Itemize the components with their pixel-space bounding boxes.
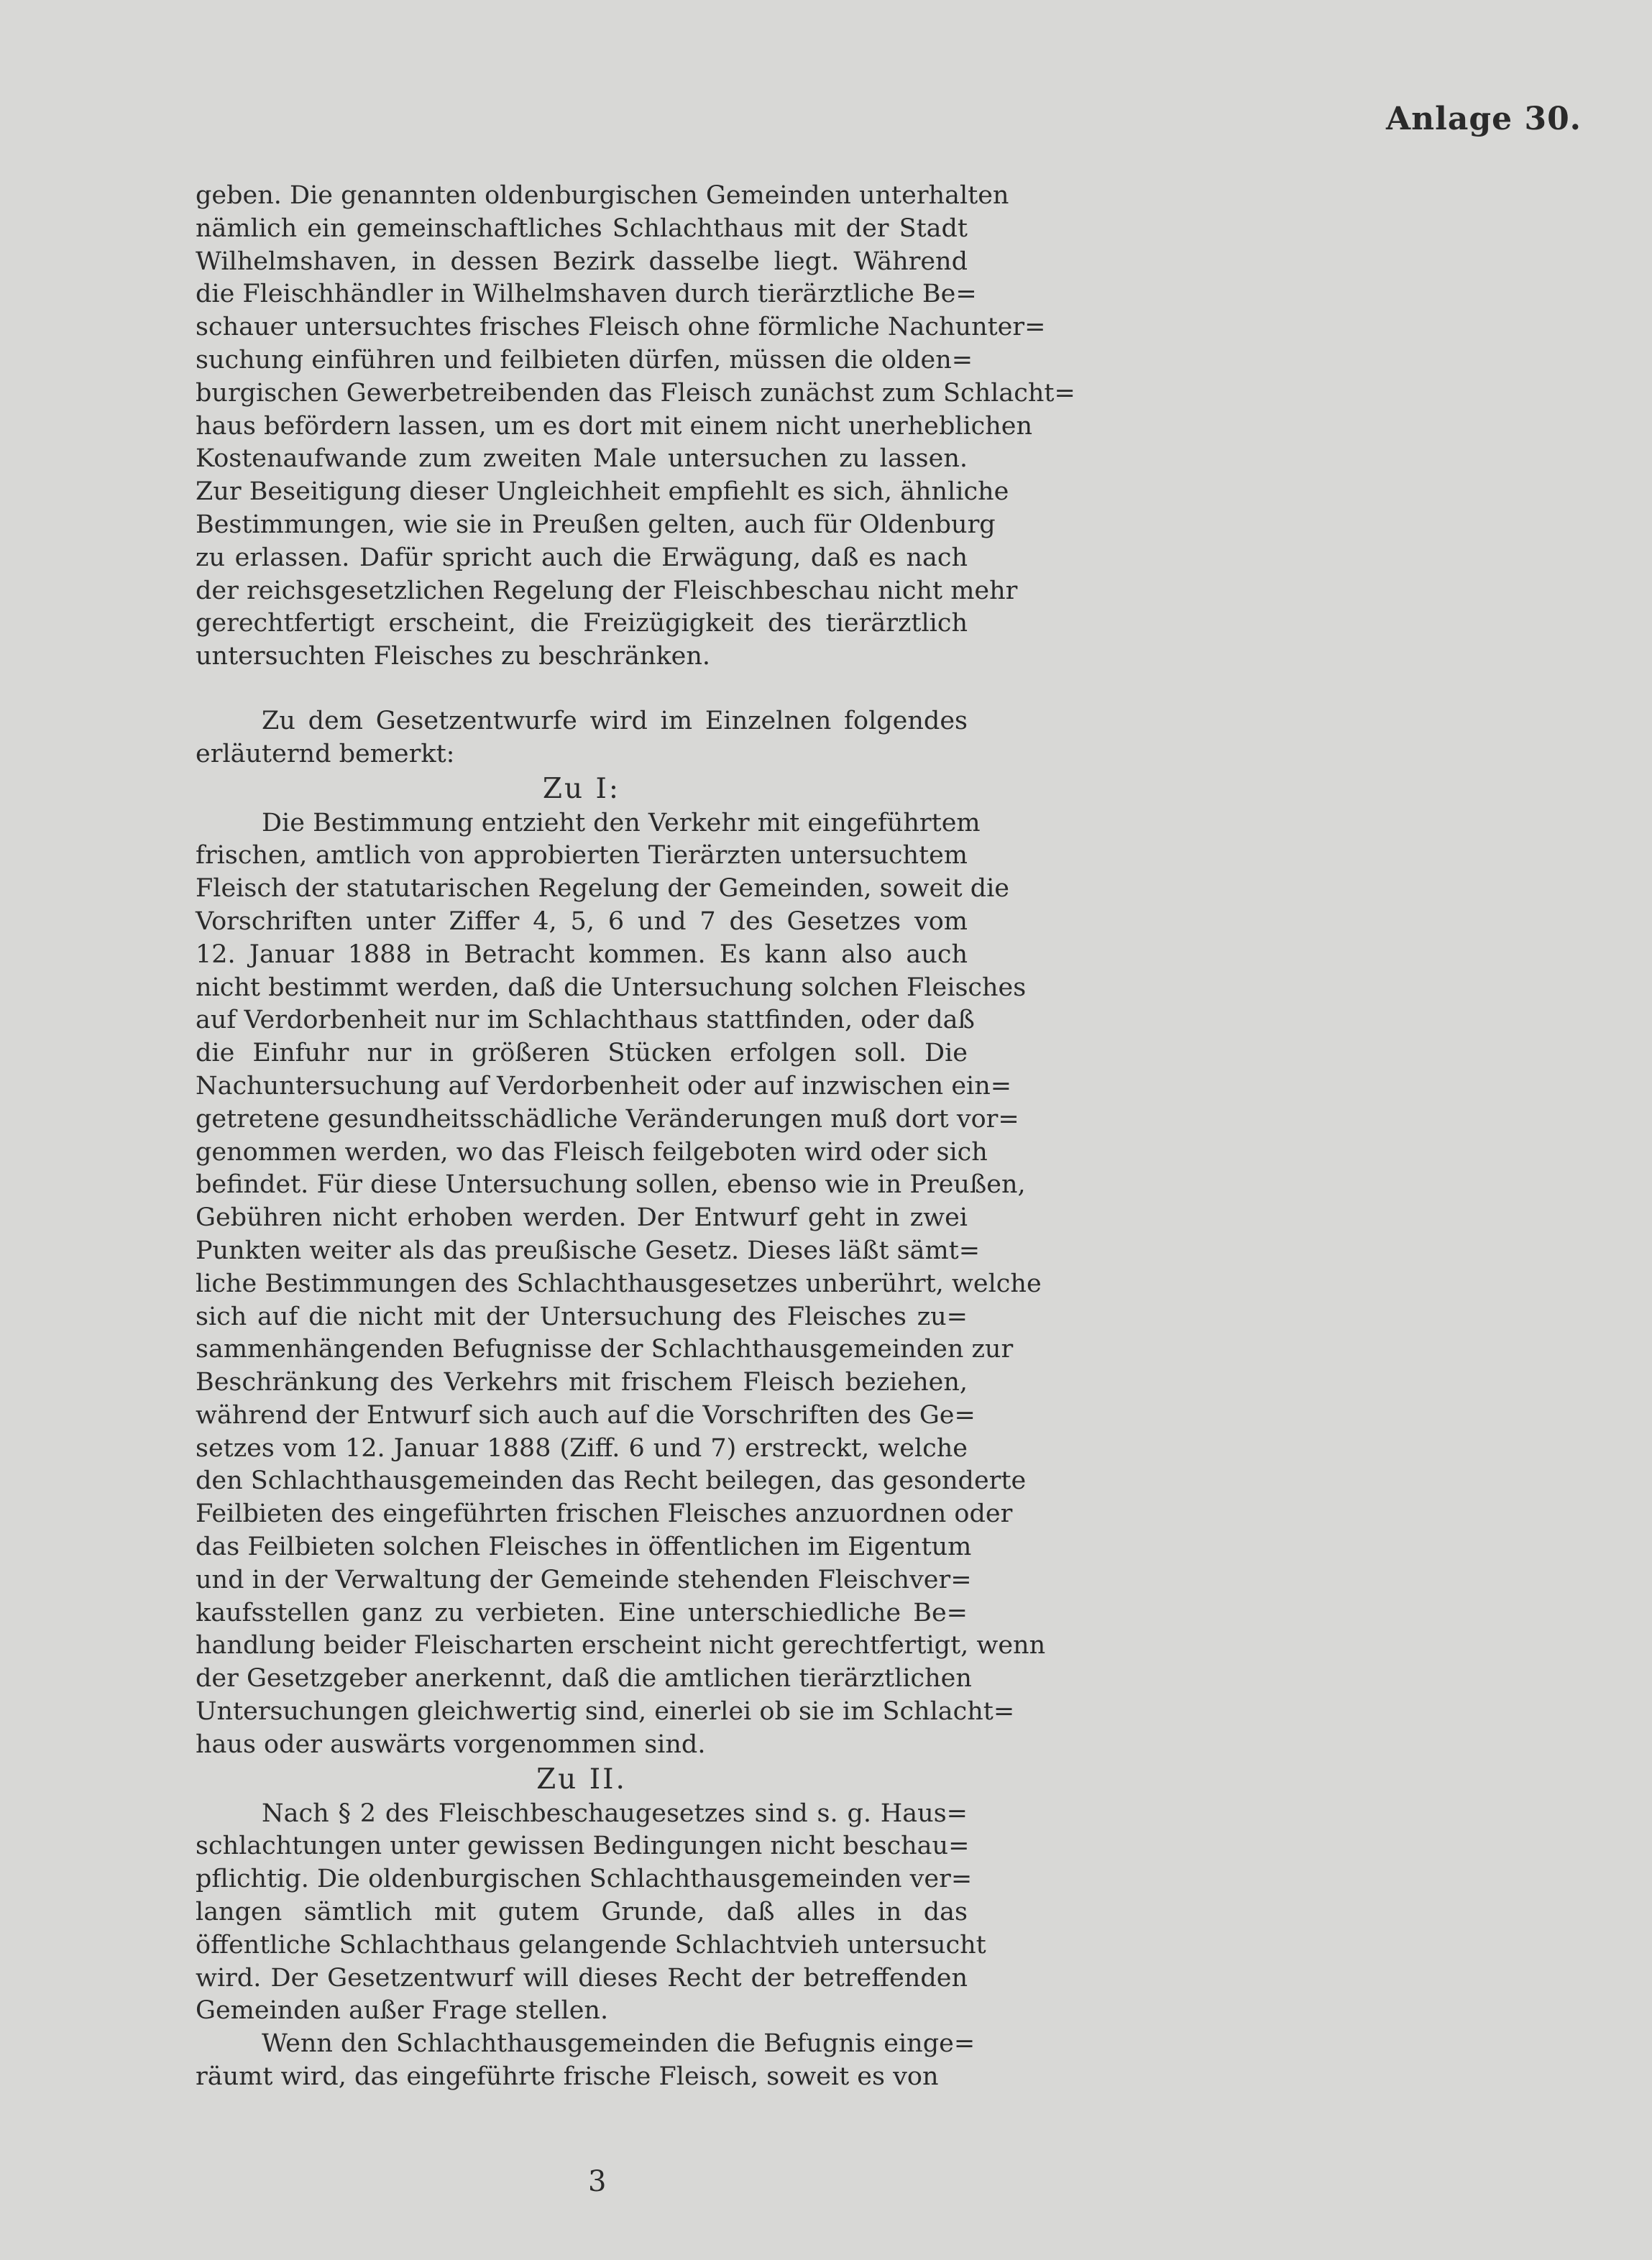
text-line: der reichsgesetzlichen Regelung der Fleischbeschau nicht mehr	[196, 576, 1018, 605]
text-line: 12. Januar 1888 in Betracht kommen. Es kann also auch	[196, 940, 968, 969]
text-line: das Feilbieten solchen Fleisches in öffentlichen im Eigentum	[196, 1533, 972, 1562]
text-line: burgischen Gewerbetreibenden das Fleisch zunächst zum Schlacht=	[196, 378, 1075, 408]
paragraph	[196, 705, 968, 771]
page-number: 3	[588, 2165, 607, 2198]
text-line: Wenn den Schlachthausgemeinden die Befugnis einge=	[262, 2029, 976, 2059]
text-line: Kostenaufwande zum zweiten Male untersuchen zu lassen.	[196, 444, 968, 474]
text-line: untersuchten Fleisches zu beschränken.	[196, 642, 711, 671]
text-line: während der Entwurf sich auch auf die Vorschriften des Ge=	[196, 1400, 976, 1430]
text-line: zu erlassen. Dafür spricht auch die Erwägung, daß es nach	[196, 543, 968, 572]
paragraph	[196, 807, 1046, 1762]
text-line: genommen werden, wo das Fleisch feilgeboten wird oder sich	[196, 1137, 988, 1167]
text-line: geben. Die genannten oldenburgischen Gemeinden unterhalten	[196, 181, 1009, 210]
text-line: Punkten weiter als das preußische Gesetz. Dieses läßt sämt=	[196, 1236, 981, 1265]
text-line: Nach § 2 des Fleischbeschaugesetzes sind s. g. Haus=	[262, 1799, 968, 1828]
section-heading: Zu II.	[536, 1763, 627, 1796]
text-line: Wilhelmshaven, in dessen Bezirk dasselbe liegt. Während	[196, 247, 968, 276]
text-line: liche Bestimmungen des Schlachthausgesetzes unberührt, welche	[196, 1269, 1042, 1298]
text-line: setzes vom 12. Januar 1888 (Ziff. 6 und 7) erstreckt, welche	[196, 1433, 968, 1463]
text-line: frischen, amtlich von approbierten Tierärzten untersuchtem	[196, 841, 968, 871]
text-line: den Schlachthausgemeinden das Recht beilegen, das gesonderte	[196, 1466, 1027, 1496]
paragraph	[196, 180, 1075, 674]
text-line: Beschränkung des Verkehrs mit frischem Fleisch beziehen,	[196, 1368, 968, 1397]
text-line: erläuternd bemerkt:	[196, 739, 455, 768]
paragraph	[196, 1798, 986, 2029]
text-line: Fleisch der statutarischen Regelung der Gemeinden, soweit die	[196, 874, 1010, 904]
text-line: Untersuchungen gleichwertig sind, einerlei ob sie im Schlacht=	[196, 1697, 1015, 1727]
text-line: getretene gesundheitsschädliche Veränderungen muß dort vor=	[196, 1104, 1019, 1134]
body-text	[196, 180, 1075, 2094]
text-line: Feilbieten des eingeführten frischen Fleisches anzuordnen oder	[196, 1499, 1013, 1529]
text-line: sich auf die nicht mit der Untersuchung des Fleisches zu=	[196, 1302, 968, 1331]
text-line: Zu dem Gesetzentwurfe wird im Einzelnen folgendes	[262, 706, 968, 735]
paragraph-gap	[196, 674, 968, 705]
text-line: pflichtig. Die oldenburgischen Schlachthausgemeinden ver=	[196, 1865, 973, 1894]
text-line: gerechtfertigt erscheint, die Freizügigkeit des tierärztlich	[196, 609, 968, 638]
text-line: Gebühren nicht erhoben werden. Der Entwurf geht in zwei	[196, 1203, 968, 1233]
text-line: Vorschriften unter Ziffer 4, 5, 6 und 7 des Gesetzes vom	[196, 906, 968, 936]
text-line: handlung beider Fleischarten erscheint nicht gerechtfertigt, wenn	[196, 1631, 1046, 1660]
section-heading: Zu I:	[542, 772, 621, 805]
text-line: Die Bestimmung entzieht den Verkehr mit eingeführtem	[262, 808, 981, 837]
text-line: der Gesetzgeber anerkennt, daß die amtlichen tierärztlichen	[196, 1664, 972, 1694]
text-line: wird. Der Gesetzentwurf will dieses Recht der betreffenden	[196, 1963, 968, 1993]
text-line: nämlich ein gemeinschaftliches Schlachthaus mit der Stadt	[196, 213, 968, 243]
text-line: sammenhängenden Befugnisse der Schlachthausgemeinden zur	[196, 1335, 1014, 1364]
text-line: nicht bestimmt werden, daß die Untersuchung solchen Fleisches	[196, 973, 1027, 1002]
paragraph	[196, 2028, 976, 2094]
text-line: öffentliche Schlachthaus gelangende Schlachtvieh untersucht	[196, 1930, 986, 1960]
text-line: haus befördern lassen, um es dort mit einem nicht unerheblichen	[196, 411, 1033, 441]
text-line: suchung einführen und feilbieten dürfen, müssen die olden=	[196, 345, 973, 375]
text-line: auf Verdorbenheit nur im Schlachthaus stattfinden, oder daß	[196, 1006, 975, 1035]
text-line: räumt wird, das eingeführte frische Fleisch, soweit es von	[196, 2062, 939, 2092]
page-header: Anlage 30.	[1386, 101, 1582, 137]
text-line: haus oder auswärts vorgenommen sind.	[196, 1730, 706, 1759]
text-line: Bestimmungen, wie sie in Preußen gelten, auch für Oldenburg	[196, 510, 996, 539]
text-line: schlachtungen unter gewissen Bedingungen nicht beschau=	[196, 1832, 970, 1861]
text-line: befindet. Für diese Untersuchung sollen, ebenso wie in Preußen,	[196, 1170, 1026, 1200]
text-line: kaufsstellen ganz zu verbieten. Eine unterschiedliche Be=	[196, 1598, 968, 1627]
text-line: Zur Beseitigung dieser Ungleichheit empfiehlt es sich, ähnliche	[196, 477, 1009, 507]
text-line: schauer untersuchtes frisches Fleisch ohne förmliche Nachunter=	[196, 313, 1046, 342]
text-line: langen sämtlich mit gutem Grunde, daß alles in das	[196, 1898, 968, 1927]
text-line: Nachuntersuchung auf Verdorbenheit oder auf inzwischen ein=	[196, 1071, 1012, 1101]
text-line: und in der Verwaltung der Gemeinde stehenden Fleischver=	[196, 1565, 972, 1594]
text-line: die Fleischhändler in Wilhelmshaven durch tierärztliche Be=	[196, 280, 977, 309]
text-line: die Einfuhr nur in größeren Stücken erfolgen soll. Die	[196, 1039, 968, 1068]
text-line: Gemeinden außer Frage stellen.	[196, 1996, 609, 2026]
